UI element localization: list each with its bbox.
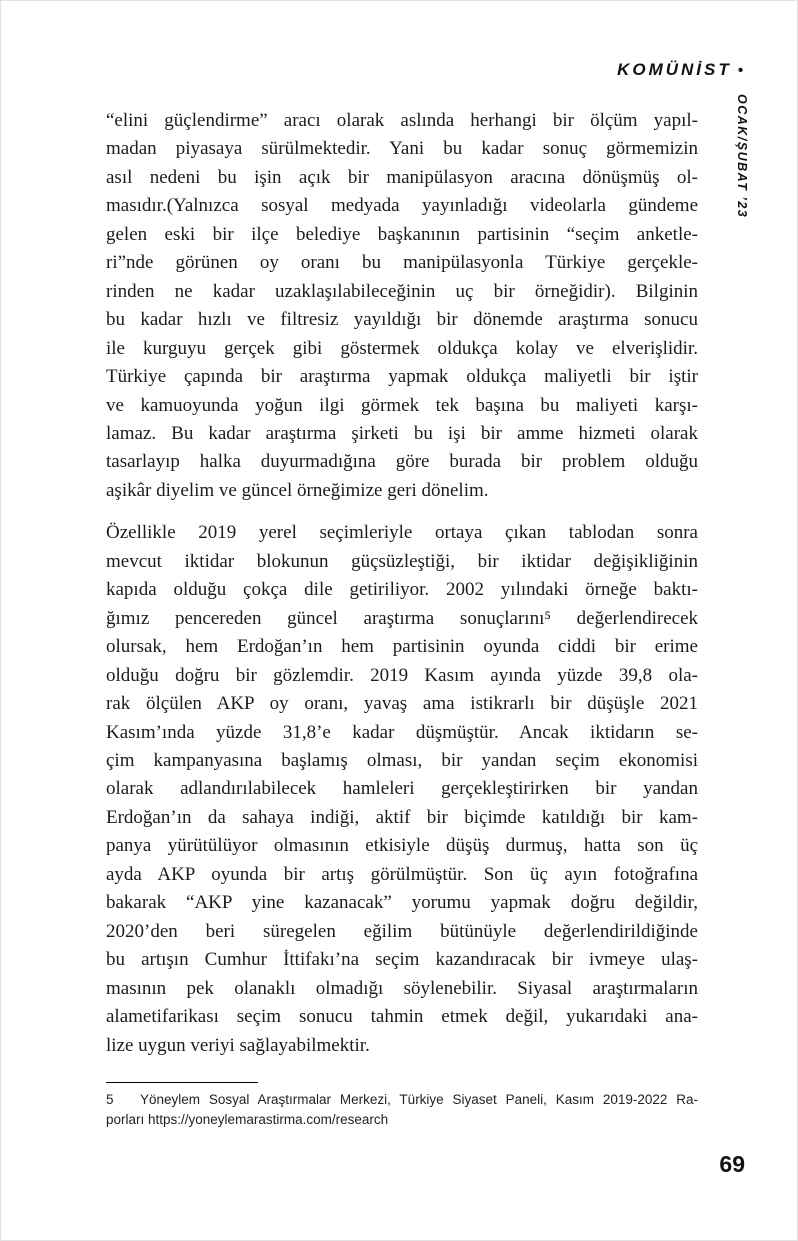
text-line: ayda AKP oyunda bir artış görülmüştür. Son üç ayın fotoğrafına <box>106 863 698 885</box>
text-line: asıl nedeni bu işin açık bir manipülasyon aracına dönüşmüş ol- <box>106 166 698 188</box>
text-line: gelen eski bir ilçe belediye başkanının partisinin “seçim anketle- <box>106 223 698 245</box>
text-line: bu artışın Cumhur İttifakı’na seçim kazandıracak bir ivmeye ulaş- <box>106 949 698 971</box>
text-line: rinden ne kadar uzaklaşılabileceğinin uç bir örneğidir). Bilginin <box>106 280 698 302</box>
text-line: ve kamuoyunda yoğun ilgi görmek tek başına bu maliyeti karşı- <box>106 394 698 416</box>
text-line: mevcut iktidar blokunun güçsüzleştiği, bir iktidar değişikliğinin <box>106 550 698 572</box>
text-line: lamaz. Bu kadar araştırma şirketi bu işi bir amme hizmeti olarak <box>106 422 698 444</box>
footnote-divider <box>106 1082 258 1083</box>
text-line: olduğu doğru bir gözlemdir. 2019 Kasım ayında yüzde 39,8 ola- <box>106 664 698 686</box>
text-line: alametifarikası seçim sonucu tahmin etmek değil, yukarıdaki ana- <box>106 1006 698 1028</box>
text-line: Özellikle 2019 yerel seçimleriyle ortaya çıkan tablodan sonra <box>106 522 698 544</box>
text-line: tasarlayıp halka duyurmadığına göre burada bir problem olduğu <box>106 451 698 473</box>
text-line: olursak, hem Erdoğan’ın hem partisinin oyunda ciddi bir erime <box>106 636 698 658</box>
text-line: rak ölçülen AKP oy oranı, yavaş ama istikrarlı bir düşüşle 2021 <box>106 693 698 715</box>
text-line: bu kadar hızlı ve filtresiz yayıldığı bir dönemde araştırma sonucu <box>106 309 698 331</box>
paragraph-2 <box>106 519 698 1060</box>
text-line: lize uygun veriyi sağlayabilmektir. <box>106 1034 370 1056</box>
text-line: ğımız pencereden güncel araştırma sonuçlarını⁵ değerlendirecek <box>106 607 698 629</box>
paragraph-1 <box>106 107 698 505</box>
text-line: ile kurguyu gerçek gibi göstermek oldukça kolay ve elverişlidir. <box>106 337 698 359</box>
text-line: kapıda olduğu çokça dile getiriliyor. 2002 yılındaki örneğe baktı- <box>106 579 698 601</box>
text-line: Türkiye çapında bir araştırma yapmak oldukça maliyetli bir iştir <box>106 366 698 388</box>
text-line: aşikâr diyelim ve güncel örneğimize geri dönelim. <box>106 479 489 501</box>
text-line: çim kampanyasına başlamış olması, bir yandan seçim ekonomisi <box>106 749 698 771</box>
page-number: 69 <box>719 1151 745 1177</box>
text-line: madan piyasaya sürülmektedir. Yani bu kadar sonuç görmemizin <box>106 138 698 160</box>
text-line: Kasım’ında yüzde 31,8’e kadar düşmüştür. Ancak iktidarın se- <box>106 721 698 743</box>
text-line: ri”nde görünen oy oranı bu manipülasyonla Türkiye gerçekle- <box>106 252 698 274</box>
footnote <box>106 1090 698 1129</box>
text-line: porları https://yoneylemarastirma.com/research <box>106 1111 389 1127</box>
text-line: 2020’den beri süregelen eğilim bütünüyle değerlendirildiğinde <box>106 920 698 942</box>
body-text <box>106 107 698 1060</box>
issue-date-vertical: OCAK/ŞUBAT ’23 <box>735 94 749 219</box>
text-line: bakarak “AKP yine kazanacak” yorumu yapmak doğru değildir, <box>106 892 698 914</box>
text-line: panya yürütülüyor olmasının etkisiyle düşüş durmuş, hatta son üç <box>106 835 698 857</box>
text-line: olarak adlandırılabilecek hamleleri gerçekleştirirken bir yandan <box>106 778 698 800</box>
text-line: masıdır.(Yalnızca sosyal medyada yayınladığı videolarla gündeme <box>106 195 698 217</box>
text-line: 5 Yöneylem Sosyal Araştırmalar Merkezi, Türkiye Siyaset Paneli, Kasım 2019-2022 Ra- <box>106 1092 698 1107</box>
text-line: “elini güçlendirme” aracı olarak aslında herhangi bir ölçüm yapıl- <box>106 110 698 131</box>
text-line: masının pek olanaklı olmadığı söylenebilir. Siyasal araştırmaların <box>106 977 698 999</box>
magazine-name: KOMÜNİST <box>617 60 732 79</box>
magazine-title <box>617 60 743 80</box>
bullet-icon: • <box>737 62 743 79</box>
text-line: Erdoğan’ın da sahaya indiği, aktif bir biçimde katıldığı bir kam- <box>106 806 698 828</box>
